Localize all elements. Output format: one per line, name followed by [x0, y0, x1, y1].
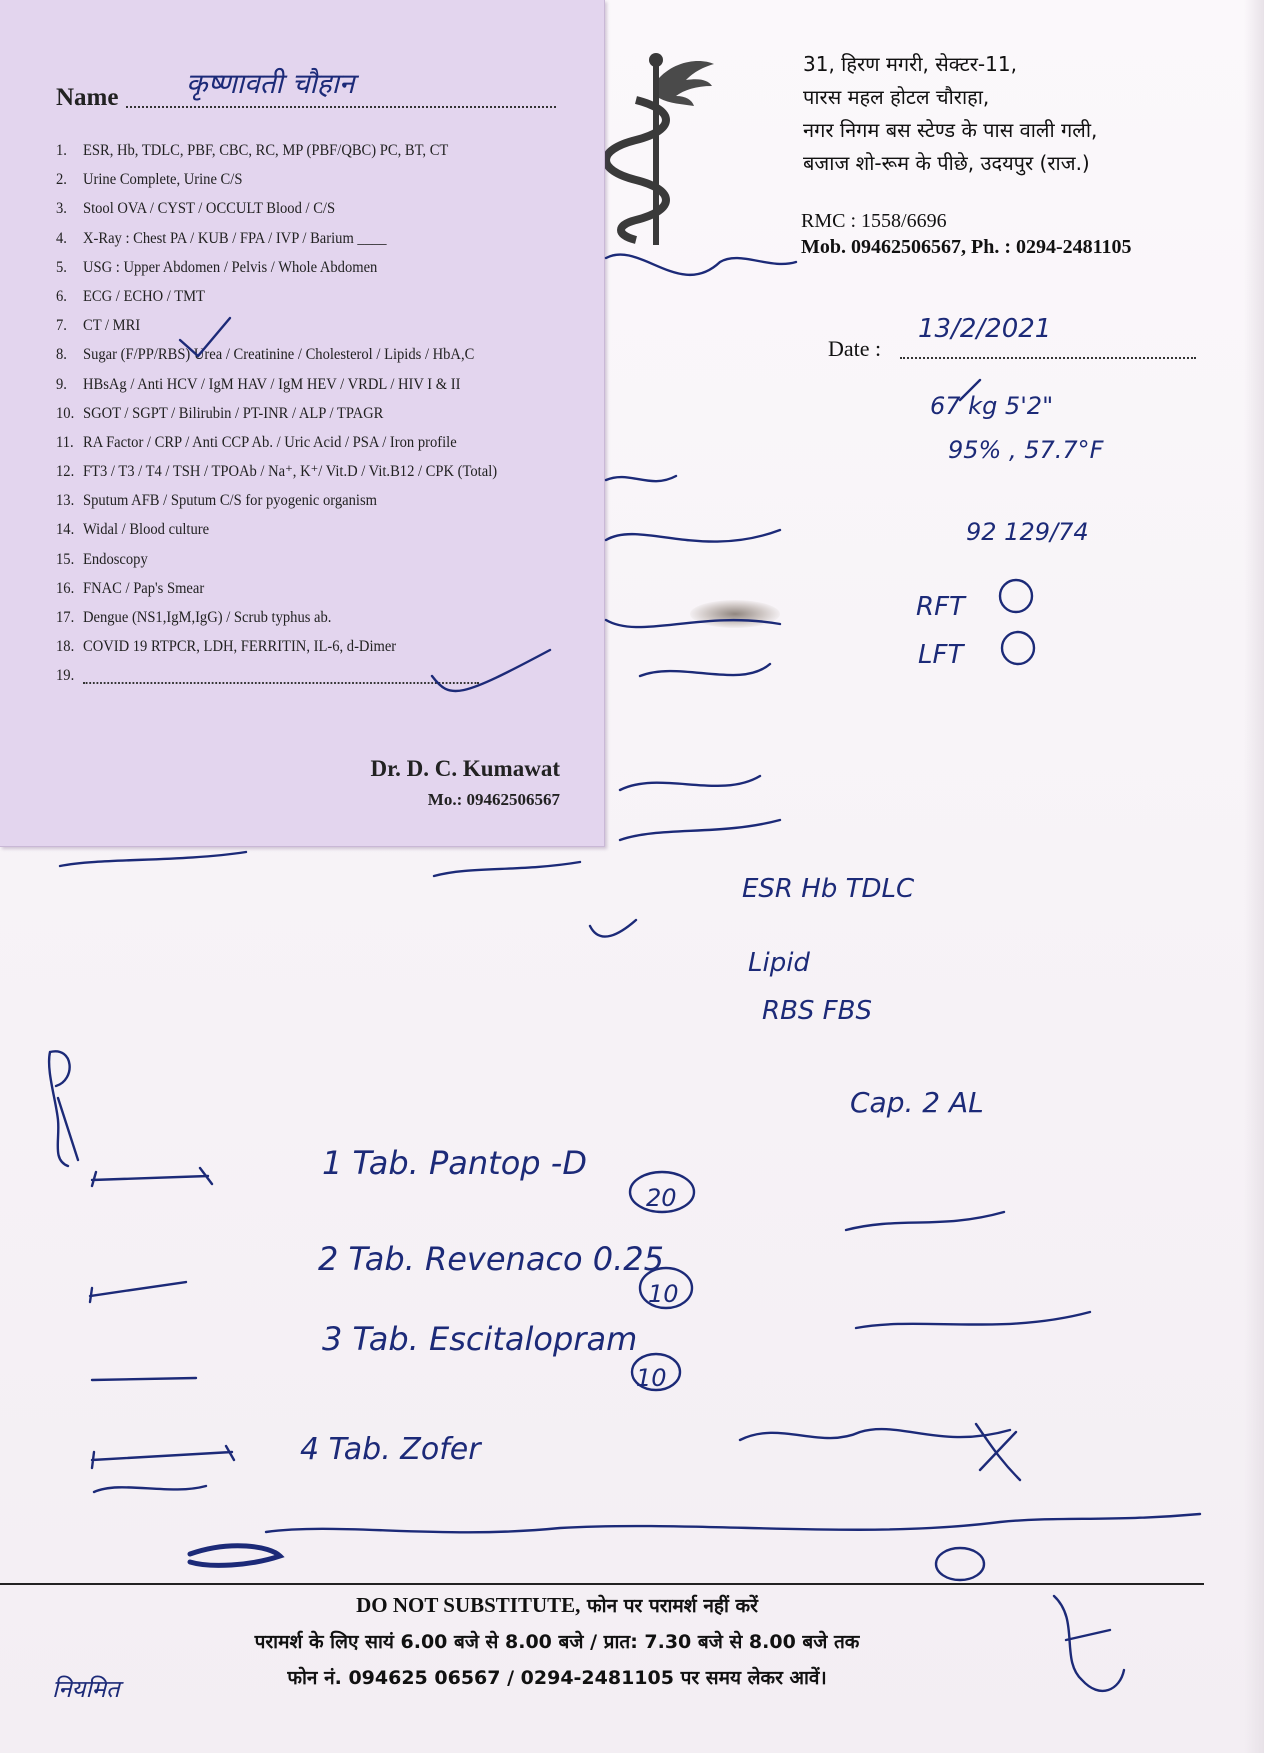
test-item: 19. [56, 661, 542, 690]
handwritten-vitals: 92 129/74 [966, 518, 1089, 546]
circle-mark-icon [936, 1548, 984, 1580]
handwritten-test: RFT [916, 592, 965, 622]
slip-doctor-name: Dr. D. C. Kumawat [370, 756, 560, 781]
handwriting-stroke-icon [620, 820, 780, 840]
rx-quantity: 10 [648, 1280, 679, 1308]
handwriting-stroke-icon [846, 1212, 1004, 1230]
slip-doctor-mobile: Mo.: 09462506567 [427, 790, 560, 809]
test-item: 16. FNAC / Pap's Smear [56, 578, 205, 597]
test-item: 3. Stool OVA / CYST / OCCULT Blood / C/S [56, 199, 336, 218]
handwriting-stroke-icon [434, 862, 580, 876]
footer-line [0, 1592, 1189, 1618]
rx-symbol-icon [49, 1051, 78, 1166]
circle-mark-icon [640, 1268, 692, 1308]
handwritten-test: LFT [918, 640, 964, 670]
rx-quantity: 20 [646, 1184, 677, 1212]
test-item: 2. Urine Complete, Urine C/S [56, 170, 243, 189]
handwritten-order: ESR Hb TDLC [742, 874, 915, 904]
test-item: 8. Sugar (F/PP/RBS) Urea / Creatinine / Cholesterol / Lipids / HbA,C [56, 345, 475, 364]
test-item: 18. COVID 19 RTPCR, LDH, FERRITIN, IL-6, d-Dimer [56, 637, 397, 656]
arrow-icon [92, 1168, 212, 1186]
rx-line: 1 Tab. Pantop -D [322, 1144, 587, 1182]
check-mark-icon [432, 650, 550, 691]
circle-mark-icon [630, 1172, 694, 1212]
rmc-number: RMC : 1558/6696 [801, 210, 947, 232]
footer-phone: फोन नं. 094625 06567 / 0294-2481105 पर समय लेकर आवें। [287, 1667, 827, 1689]
test-item: 6. ECG / ECHO / TMT [56, 286, 205, 305]
test-item: 15. Endoscopy [56, 549, 148, 568]
test-item: 13. Sputum AFB / Sputum C/S for pyogenic organism [56, 491, 377, 510]
test-item: 1. ESR, Hb, TDLC, PBF, CBC, RC, MP (PBF/QBC) PC, BT, CT [56, 141, 449, 159]
handwriting-stroke-icon [606, 620, 780, 627]
test-item: 14. Widal / Blood culture [56, 520, 210, 539]
address-line: नगर निगम बस स्टेण्ड के पास वाली गली, [803, 118, 1098, 142]
footer-rule [0, 1583, 1204, 1585]
address-line: पारस महल होटल चौराहा, [803, 85, 990, 109]
test-item: 12. FT3 / T3 / T4 / TSH / TPOAb / Na⁺, K⁺/ Vit.D / Vit.B12 / CPK (Total) [56, 462, 498, 481]
test-item: 9. HBsAg / Anti HCV / IgM HAV / IgM HEV / VRDL / HIV I & II [56, 374, 461, 393]
handwriting-stroke-icon [856, 1312, 1090, 1328]
handwriting-stroke-icon [740, 1429, 1010, 1440]
test-item: 7. CT / MRI [56, 316, 141, 335]
footer-no-phone-consult: फोन पर परामर्श नहीं करें [580, 1595, 758, 1617]
address-line: 31, हिरण मगरी, सेक्टर-11, [803, 52, 1017, 76]
test-item: 11. RA Factor / CRP / Anti CCP Ab. / Uric Acid / PSA / Iron profile [56, 432, 457, 451]
rx-line: 4 Tab. Zofer [300, 1432, 481, 1467]
footer-do-not-substitute: DO NOT SUBSTITUTE, [356, 1593, 581, 1617]
address-line: बजाज शो-रूम के पीछे, उदयपुर (राज.) [803, 151, 1090, 175]
test-item: 5. USG : Upper Abdomen / Pelvis / Whole Abdomen [56, 257, 378, 276]
check-mark-icon [180, 318, 230, 356]
scribble-icon [190, 1546, 280, 1566]
handwriting-stroke-icon [266, 1514, 1200, 1532]
test-item: 10. SGOT / SGPT / Bilirubin / PT-INR / ALP / TPAGR [56, 403, 384, 422]
test-item: 17. Dengue (NS1,IgM,IgG) / Scrub typhus ab. [56, 608, 332, 626]
clinic-phone: Mob. 09462506567, Ph. : 0294-2481105 [801, 236, 1132, 258]
circle-mark-icon [1002, 632, 1034, 664]
handwritten-order: RBS FBS [762, 996, 872, 1026]
arrow-icon [90, 1282, 186, 1302]
circle-mark-icon [632, 1354, 680, 1390]
rx-line: 2 Tab. Revenaco 0.25 [318, 1240, 665, 1278]
handwritten-patient-name: कृष्णावती चौहान [186, 67, 355, 100]
date-label: Date : [828, 336, 882, 361]
handwriting-stroke-icon [606, 255, 796, 275]
test-item: 4. X-Ray : Chest PA / KUB / FPA / IVP / Barium ____ [56, 228, 387, 247]
handwritten-vitals: 67 kg 5'2" [930, 392, 1054, 420]
footer-timings: परामर्श के लिए सायं 6.00 बजे से 8.00 बजे / प्रात: 7.30 बजे से 8.00 बजे तक [254, 1631, 860, 1653]
arrow-icon [92, 1378, 196, 1380]
circle-mark-icon [1000, 580, 1032, 612]
arrow-icon [92, 1446, 234, 1468]
handwriting-stroke-icon [606, 530, 780, 542]
handwriting-stroke-icon [606, 476, 676, 481]
handwriting-stroke-icon [94, 1486, 206, 1492]
handwriting-stroke-icon [620, 776, 760, 790]
handwriting-stroke-icon [60, 852, 246, 866]
handwritten-footer-note: नियमित [52, 1675, 120, 1703]
rx-line: 3 Tab. Escitalopram [322, 1320, 638, 1358]
date-slash-icon [960, 380, 980, 400]
handwritten-date: 13/2/2021 [918, 314, 1052, 344]
handwritten-order: Lipid [748, 948, 810, 978]
name-label: Name [56, 84, 119, 111]
handwriting-stroke-icon [640, 664, 770, 676]
handwriting-stroke-icon [590, 920, 636, 937]
handwritten-vitals: 95% , 57.7°F [948, 436, 1104, 464]
handwritten-note: Cap. 2 AL [850, 1086, 984, 1119]
rx-quantity: 10 [636, 1364, 667, 1392]
